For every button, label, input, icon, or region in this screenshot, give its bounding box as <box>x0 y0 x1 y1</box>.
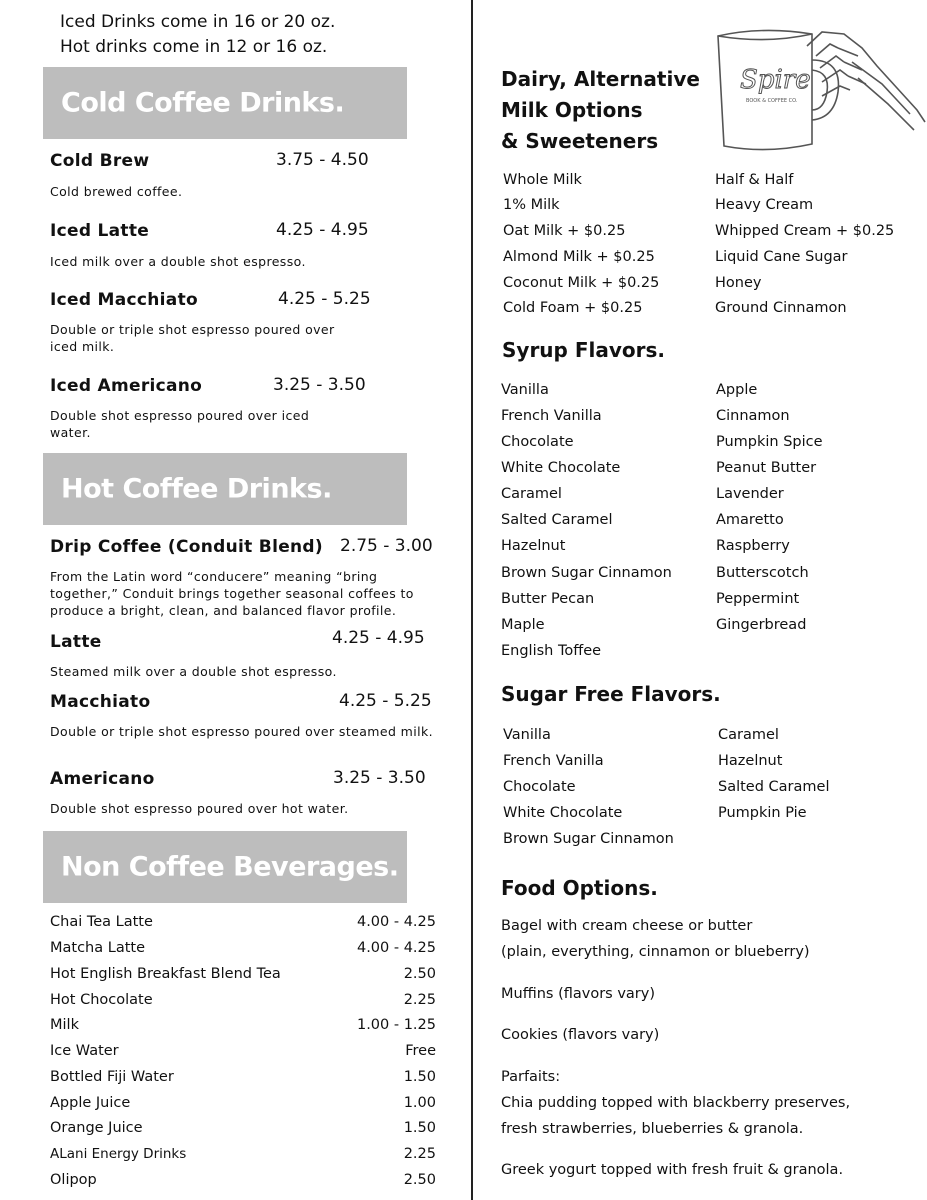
dairy-option: Ground Cinnamon <box>715 300 847 316</box>
non-coffee-title: Non Coffee Beverages. <box>61 851 399 883</box>
syrup-flavor: Salted Caramel <box>501 512 613 528</box>
menu-item-name: Latte <box>50 632 102 652</box>
dairy-option: Oat Milk + $0.25 <box>503 223 626 239</box>
logo-tagline: BOOK & COFFEE CO. <box>746 98 798 104</box>
sugar-free-flavor: Hazelnut <box>718 753 783 769</box>
menu-item-description: Double shot espresso poured over hot water. <box>50 801 349 816</box>
beverage-price: 2.50 <box>403 1172 436 1188</box>
menu-item-name: Americano <box>50 769 155 789</box>
syrup-flavor: French Vanilla <box>501 408 602 424</box>
dairy-option: 1% Milk <box>503 197 560 213</box>
syrup-flavor: Chocolate <box>501 434 574 450</box>
beverage-price: 2.25 <box>403 992 436 1008</box>
iced-size-note: Iced Drinks come in 16 or 20 oz. <box>60 12 336 32</box>
menu-item-description: Cold brewed coffee. <box>50 184 183 199</box>
menu-item-description: Double or triple shot espresso poured over steamed milk. <box>50 724 433 739</box>
menu-item-price: 4.25 - 4.95 <box>332 628 425 648</box>
beverage-name: ALani Energy Drinks <box>50 1146 187 1162</box>
menu-item-description: Double or triple shot espresso poured over iced milk. <box>50 322 335 354</box>
non-coffee-banner <box>43 831 407 903</box>
sugar-free-flavor: Vanilla <box>503 727 551 743</box>
beverage-name: Hot English Breakfast Blend Tea <box>50 966 281 982</box>
menu-item-description: From the Latin word “conducere” meaning “bring together,” Conduit brings together seasonal coffees to produce a bright, clean, and balanced flavor profile. <box>50 569 414 618</box>
syrup-flavor: Amaretto <box>716 512 784 528</box>
syrup-flavor: Hazelnut <box>501 538 566 554</box>
syrup-flavor: Apple <box>716 382 758 398</box>
dairy-heading-line: Dairy, Alternative <box>501 67 700 91</box>
syrup-flavor: Peanut Butter <box>716 460 817 476</box>
menu-item-price: 2.75 - 3.00 <box>340 536 433 556</box>
cold-coffee-banner <box>43 67 407 139</box>
sugar-free-flavor: Caramel <box>718 727 779 743</box>
syrup-flavor: Butterscotch <box>716 565 809 581</box>
sugar-free-flavor: Brown Sugar Cinnamon <box>503 831 674 847</box>
beverage-name: Milk <box>50 1017 79 1033</box>
beverage-name: Matcha Latte <box>50 940 145 956</box>
hot-size-note: Hot drinks come in 12 or 16 oz. <box>60 37 328 57</box>
syrup-flavor: White Chocolate <box>501 460 621 476</box>
menu-item-name: Iced Americano <box>50 376 203 396</box>
beverage-price: 1.00 <box>403 1095 436 1111</box>
menu-item-price: 4.25 - 5.25 <box>278 289 371 309</box>
beverage-name: Olipop <box>50 1172 97 1188</box>
beverage-price: 1.00 - 1.25 <box>356 1017 436 1033</box>
food-line: Greek yogurt topped with fresh fruit & granola. <box>501 1162 844 1178</box>
food-heading: Food Options. <box>501 876 658 900</box>
sugar-free-flavor: White Chocolate <box>503 805 623 821</box>
menu-item-price: 4.25 - 5.25 <box>339 691 432 711</box>
menu-item-description: Iced milk over a double shot espresso. <box>50 254 306 269</box>
syrup-flavor: Vanilla <box>501 382 549 398</box>
dairy-option: Half & Half <box>715 172 794 188</box>
food-line: Chia pudding topped with blackberry preserves, <box>501 1095 851 1111</box>
menu-item-name: Drip Coffee (Conduit Blend) <box>50 537 323 557</box>
menu-item-name: Iced Macchiato <box>50 290 198 310</box>
hot-coffee-banner <box>43 453 407 525</box>
beverage-price: 2.25 <box>403 1146 436 1162</box>
menu-item-name: Cold Brew <box>50 151 150 171</box>
dairy-option: Heavy Cream <box>715 197 814 213</box>
beverage-name: Bottled Fiji Water <box>50 1069 174 1085</box>
menu-item-name: Macchiato <box>50 692 151 712</box>
syrup-flavor: Gingerbread <box>716 617 807 633</box>
beverage-price: 2.50 <box>403 966 436 982</box>
syrup-flavor: English Toffee <box>501 643 602 659</box>
syrup-flavor: Raspberry <box>716 538 790 554</box>
beverage-price: 4.00 - 4.25 <box>356 940 436 956</box>
syrup-heading: Syrup Flavors. <box>502 338 665 362</box>
menu-item-name: Iced Latte <box>50 221 150 241</box>
cold-coffee-title: Cold Coffee Drinks. <box>61 87 345 119</box>
sugar-free-flavor: Chocolate <box>503 779 576 795</box>
food-line: (plain, everything, cinnamon or blueberry) <box>501 944 810 960</box>
sugar-free-flavor: Salted Caramel <box>718 779 830 795</box>
menu-item-description: Double shot espresso poured over iced water. <box>50 408 310 440</box>
beverage-price: 1.50 <box>403 1069 436 1085</box>
dairy-heading-line: & Sweeteners <box>501 129 659 153</box>
menu-item-description: Steamed milk over a double shot espresso. <box>50 664 337 679</box>
food-line: fresh strawberries, blueberries & granola. <box>501 1121 804 1137</box>
syrup-flavor: Pumpkin Spice <box>716 434 823 450</box>
spire-mug-logo <box>712 26 927 158</box>
sugar-free-flavor: French Vanilla <box>503 753 604 769</box>
food-line: Parfaits: <box>501 1069 561 1085</box>
dairy-option: Whipped Cream + $0.25 <box>715 223 895 239</box>
column-divider <box>471 0 473 1200</box>
dairy-option: Whole Milk <box>503 172 582 188</box>
syrup-flavor: Cinnamon <box>716 408 790 424</box>
dairy-option: Almond Milk + $0.25 <box>503 249 655 265</box>
syrup-flavor: Maple <box>501 617 545 633</box>
hot-coffee-title: Hot Coffee Drinks. <box>61 473 332 505</box>
beverage-price: 1.50 <box>403 1120 436 1136</box>
syrup-flavor: Brown Sugar Cinnamon <box>501 565 672 581</box>
logo-wordmark: Spire <box>740 65 811 95</box>
food-line: Muffins (flavors vary) <box>501 986 655 1002</box>
food-line: Bagel with cream cheese or butter <box>501 918 753 934</box>
syrup-flavor: Caramel <box>501 486 562 502</box>
dairy-option: Coconut Milk + $0.25 <box>503 275 660 291</box>
dairy-option: Cold Foam + $0.25 <box>503 300 643 316</box>
beverage-name: Hot Chocolate <box>50 992 153 1008</box>
beverage-name: Orange Juice <box>50 1120 143 1136</box>
sugar-free-heading: Sugar Free Flavors. <box>501 682 721 706</box>
food-line: Cookies (flavors vary) <box>501 1027 660 1043</box>
beverage-name: Ice Water <box>50 1043 119 1059</box>
beverage-name: Apple Juice <box>50 1095 131 1111</box>
dairy-heading-line: Milk Options <box>501 98 643 122</box>
dairy-option: Liquid Cane Sugar <box>715 249 848 265</box>
dairy-option: Honey <box>715 275 762 291</box>
beverage-price: Free <box>405 1043 436 1059</box>
menu-item-price: 3.75 - 4.50 <box>276 150 369 170</box>
menu-item-price: 3.25 - 3.50 <box>273 375 366 395</box>
syrup-flavor: Lavender <box>716 486 784 502</box>
sugar-free-flavor: Pumpkin Pie <box>718 805 807 821</box>
syrup-flavor: Peppermint <box>716 591 800 607</box>
menu-item-price: 4.25 - 4.95 <box>276 220 369 240</box>
menu-item-price: 3.25 - 3.50 <box>333 768 426 788</box>
beverage-name: Chai Tea Latte <box>50 914 153 930</box>
beverage-price: 4.00 - 4.25 <box>356 914 436 930</box>
syrup-flavor: Butter Pecan <box>501 591 595 607</box>
